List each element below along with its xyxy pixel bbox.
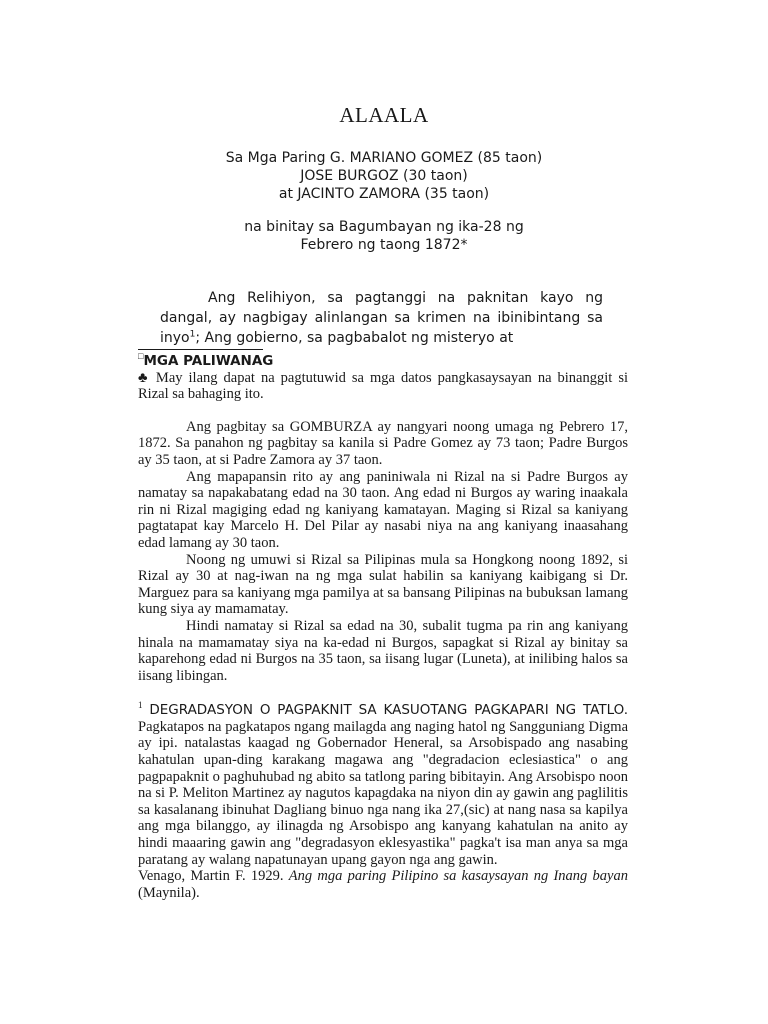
footnote-divider xyxy=(138,349,263,350)
intro-text-part: ; Ang gobierno, sa pagbabalot ng misteryo at xyxy=(195,330,514,346)
notes-heading-text: MGA PALIWANAG xyxy=(143,353,274,369)
footnote-ref: 1 xyxy=(189,329,196,340)
reference xyxy=(138,868,628,901)
page-title: ALAALA xyxy=(339,103,429,127)
footnote-text: Pagkatapos na pagkatapos ngang mailagda ang naging hatol ng Sangguniang Digma ay ipi. natalastas kaagad ng Gobernador Heneral, sa Arsobispado ang nasabing kahatulan upan-ding karakang magawa ang "degradacion eclesiastica" o ang pagpapaknit o paghuhubad ng abito sa tatlong paring bibitayin. Ang Arsobispo noon na si P. Meliton Martinez ay nagutos kapagdaka na niyon din ay gawin ang paglilitis sa kasalanang ibinuhat Dagliang binuo nga nang ika 27,(sic) at nang nasa sa kapilya ang mga bilanggo, ay ilinagda ng Arsobispo ang kanyang kahatulan na anito ay hindi maaaring gawin ang "degradasyon eklesyastika" pagka't isa man anya sa mga paratang ay walang napatunayan upang gayon nga ang gawin. xyxy=(138,718,628,868)
subtitle-line: Febrero ng taong 1872* xyxy=(300,237,468,253)
notes-heading xyxy=(138,353,628,370)
dedication-line: at JACINTO ZAMORA (35 taon) xyxy=(278,186,490,202)
intro-text-part: Ang Relihiyon, sa pagtanggi na paknitan kayo ng dangal, ay nagbigay alinlangan sa krimen na ibinibintang sa inyo xyxy=(160,290,603,346)
note-paragraph: Noong ng umuwi si Rizal sa Pilipinas mula sa Hongkong noong 1892, si Rizal ay 30 at nag-iwan na ng mga sulat habilin sa kaniyang kaibigang si Dr. Marguez para sa kaniyang mga pamilya at sa bansang Pilipinas na bubuksan lamang kung siya ay mamamatay. xyxy=(138,551,628,618)
dedication xyxy=(0,149,768,203)
subtitle-line: na binitay sa Bagumbayan ng ika-28 ng xyxy=(244,219,524,235)
note-paragraph: Ang pagbitay sa GOMBURZA ay nangyari noong umaga ng Pebrero 17, 1872. Sa panahon ng pagbitay sa kanila si Padre Gomez ay 73 taon; Padre Burgos ay 35 taon, at si Padre Zamora ay 37 taon. xyxy=(138,418,628,468)
dedication-line: JOSE BURGOZ (30 taon) xyxy=(300,168,468,184)
footnote-number: 1 xyxy=(138,700,143,711)
club-icon: ♣ xyxy=(138,369,150,386)
note-intro xyxy=(138,370,628,403)
reference-place: (Maynila). xyxy=(138,884,200,901)
notes-heading-mark: □ xyxy=(138,351,144,362)
footnote-1 xyxy=(138,702,628,868)
spacer xyxy=(138,403,628,419)
footnote-heading: DEGRADASYON O PAGPAKNIT SA KASUOTANG PAGKAPARI NG TATLO. xyxy=(142,702,628,719)
dedication-line: Sa Mga Paring G. MARIANO GOMEZ (85 taon) xyxy=(225,150,543,166)
footnotes xyxy=(138,353,628,901)
intro-paragraph xyxy=(160,288,603,348)
reference-author: Venago, Martin F. 1929. xyxy=(138,868,289,885)
intro-text xyxy=(160,288,603,348)
note-paragraph: Ang mapapansin rito ay ang paniniwala ni Rizal na si Padre Burgos ay namatay sa napakabatang edad na 30 taon. Ang edad ni Burgos ay waring inaakala rin ni Rizal magiging edad ng kaniyang kamatayan. Maging si Rizal sa kaniyang pagtatapat kay Marcelo H. Del Pilar ay nasabi niya na ang kaniyang inaasahang edad lamang ay 30 taon. xyxy=(138,468,628,551)
subtitle xyxy=(0,218,768,254)
note-paragraph: Hindi namatay si Rizal sa edad na 30, subalit tugma pa rin ang kaniyang hinala na mamamatay siya na ka-edad ni Burgos, sapagkat si Rizal ay binitay sa kaparehong edad ni Burgos na 35 taon, sa iisang lugar (Luneta), at inilibing halos sa iisang libingan. xyxy=(138,617,628,684)
reference-title: Ang mga paring Pilipino sa kasaysayan ng Inang bayan xyxy=(288,868,628,885)
spacer xyxy=(138,684,628,702)
note-intro-text: May ilang dapat na pagtutuwid sa mga datos pangkasaysayan na binanggit si Rizal sa bahaging ito. xyxy=(138,369,628,403)
